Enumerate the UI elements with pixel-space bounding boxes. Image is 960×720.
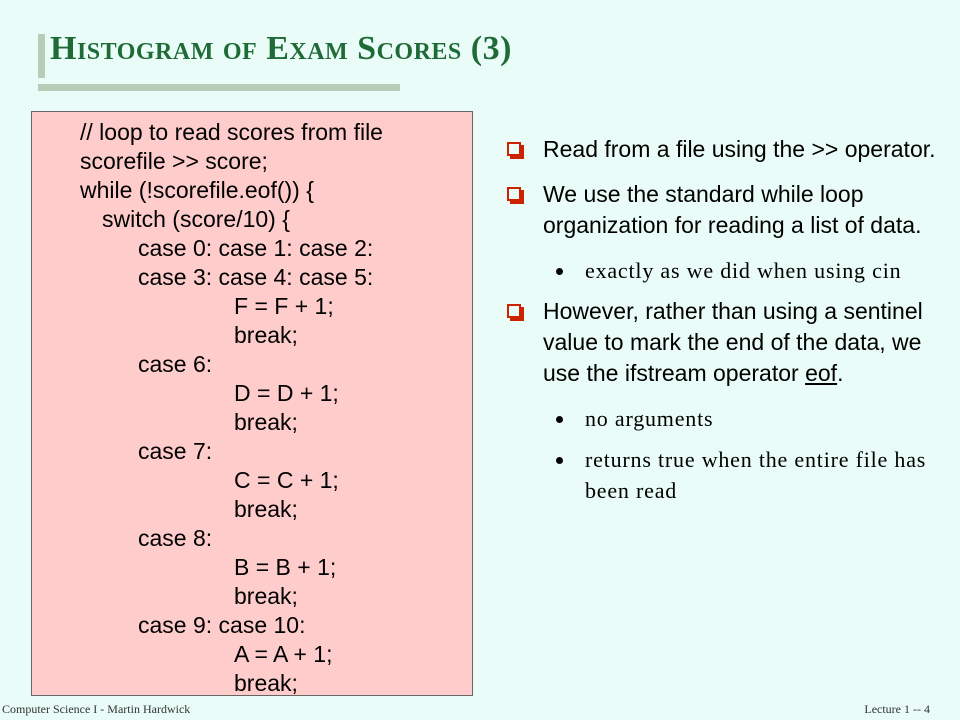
eof-term: eof [805, 360, 838, 386]
code-line: case 6: [138, 351, 213, 377]
sub-bullet-text: returns true when the entire file has been read [585, 447, 927, 503]
code-line: case 3: case 4: case 5: [138, 264, 374, 290]
bullet-dot-icon [556, 416, 563, 423]
footer-course: Computer Science I - Martin Hardwick [2, 702, 191, 716]
code-line: while (!scorefile.eof()) { [80, 177, 314, 203]
code-line: F = F + 1; [234, 293, 334, 319]
code-line: case 8: [138, 525, 213, 551]
bullet-dot-icon [556, 268, 563, 275]
code-line: case 0: case 1: case 2: [138, 235, 374, 261]
slide-title: Histogram of Exam Scores (3) [50, 30, 512, 67]
bullet-dot-icon [556, 457, 563, 464]
code-line: break; [234, 670, 298, 696]
code-line: // loop to read scores from file [80, 119, 383, 145]
bullet-text: We use the standard while loop organization for reading a list of data. [543, 181, 922, 238]
sub-bullet-text: no arguments [585, 406, 714, 431]
bullet-item [507, 134, 937, 165]
code-line: break; [234, 322, 298, 348]
code-line: break; [234, 496, 298, 522]
code-line: switch (score/10) { [102, 206, 290, 232]
title-rule-horizontal [38, 84, 400, 91]
code-line: break; [234, 409, 298, 435]
title-rule-vertical [38, 34, 45, 78]
code-line: C = C + 1; [234, 467, 339, 493]
bullet-text: Read from a file using the >> operator. [543, 136, 936, 162]
sub-bullet-item [507, 444, 937, 506]
sub-bullet-text: exactly as we did when using cin [585, 258, 902, 283]
code-listing-box [31, 111, 473, 696]
code-line: B = B + 1; [234, 554, 337, 580]
bullet-text-suffix: . [837, 360, 844, 386]
code-line: case 9: case 10: [138, 612, 306, 638]
footer-page-number: Lecture 1 -- 4 [864, 702, 930, 716]
code-line: D = D + 1; [234, 380, 339, 406]
sub-bullet-item [507, 403, 937, 434]
bullet-text-prefix: However, rather than using a sentinel value to mark the end of the data, we use the ifstream operator [543, 298, 923, 386]
sub-bullet-item [507, 255, 937, 286]
bullet-list [507, 134, 937, 516]
bullet-checkbox-icon [507, 304, 521, 318]
code-line: case 7: [138, 438, 213, 464]
code-line: break; [234, 583, 298, 609]
bullet-text [543, 298, 923, 386]
code-line: scorefile >> score; [80, 148, 268, 174]
bullet-checkbox-icon [507, 142, 521, 156]
bullet-checkbox-icon [507, 187, 521, 201]
code-line: A = A + 1; [234, 641, 333, 667]
bullet-item [507, 296, 937, 389]
bullet-item [507, 179, 937, 241]
